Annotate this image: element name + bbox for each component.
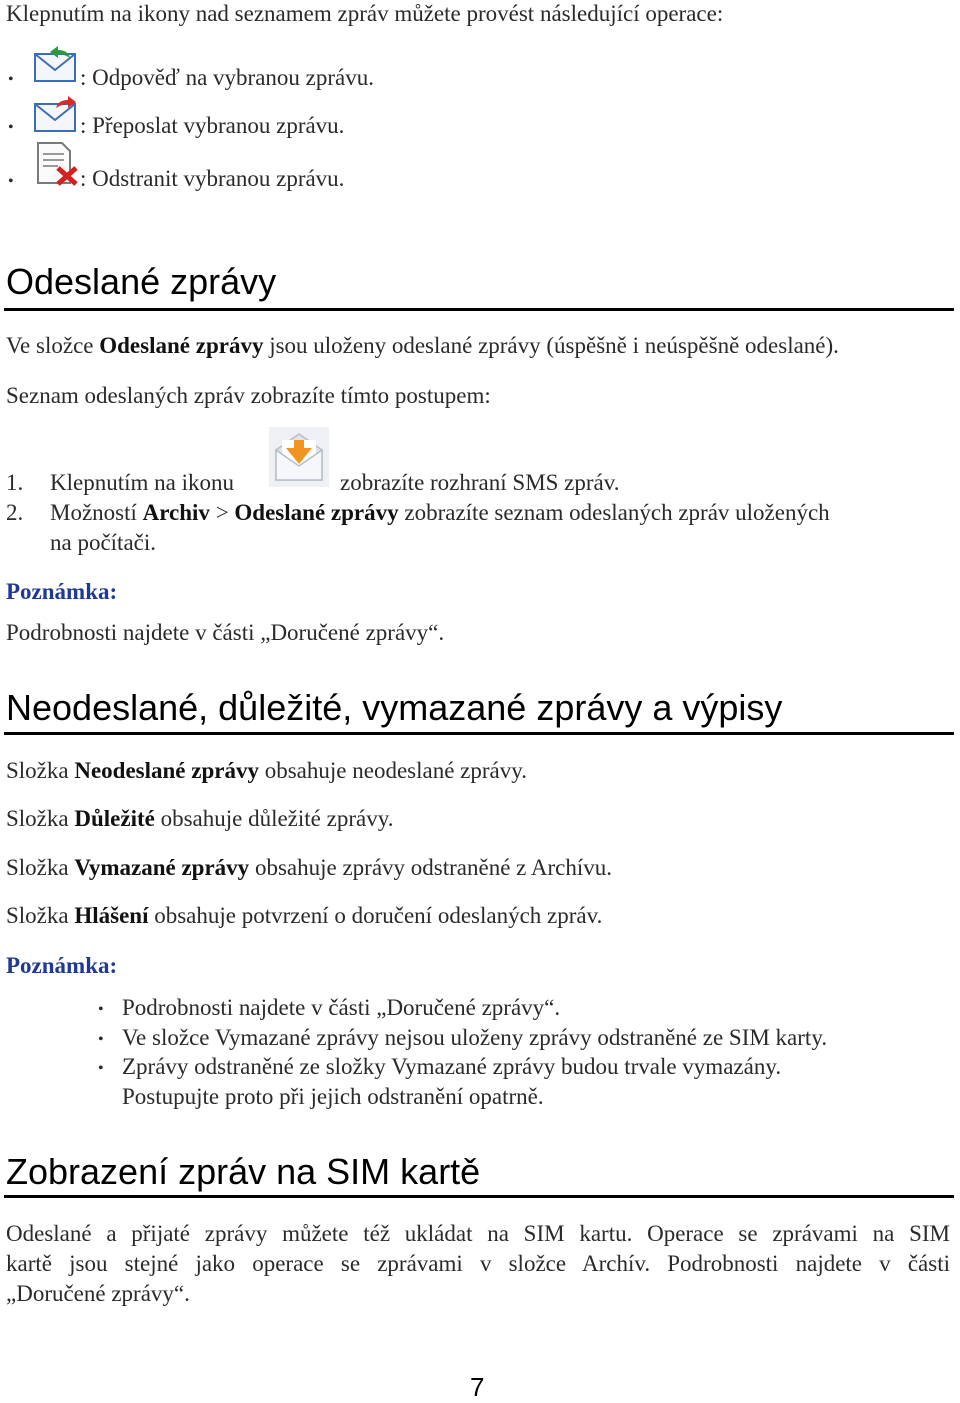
bullet: • (8, 119, 14, 136)
heading-rule (4, 1195, 954, 1198)
folder-name: Odeslané zprávy (99, 333, 264, 358)
folder-line (6, 805, 393, 833)
folder-name: Neodeslané zprávy (74, 758, 259, 783)
heading-rule (4, 732, 954, 735)
intro-text: Klepnutím na ikony nad seznamem zpráv můžete provést následující operace: (6, 1, 724, 26)
sim-line-3: „Doručené zprávy“. (6, 1281, 190, 1306)
delete-text: : Odstranit vybranou zprávu. (80, 166, 345, 191)
folder-line (6, 757, 527, 785)
note-item: Ve složce Vymazané zprávy nejsou uloženy zprávy odstraněné ze SIM karty. (122, 1025, 828, 1050)
text-run: obsahuje důležité zprávy. (154, 806, 394, 831)
sent-paragraph-2: Seznam odeslaných zpráv zobrazíte tímto postupem: (6, 383, 491, 408)
heading-rule (4, 308, 954, 311)
menu-name: Archiv (142, 500, 210, 525)
note-label: Poznámka: (6, 953, 118, 978)
bullet: • (98, 1031, 104, 1048)
step-2-text-cont: na počítači. (50, 530, 157, 555)
text-run: Složka (6, 903, 75, 928)
folder-name: Hlášení (74, 903, 149, 928)
folder-name: Důležité (74, 806, 155, 831)
section-heading-sent: Odeslané zprávy (6, 261, 277, 302)
text-run: Možností (50, 500, 143, 525)
step-1-text-a: Klepnutím na ikonu (50, 470, 234, 495)
folder-line (6, 902, 602, 930)
section-heading-other: Neodeslané, důležité, vymazané zprávy a výpisy (6, 687, 783, 728)
text-run: jsou uloženy odeslané zprávy (úspěšně i neúspěšně odeslané). (263, 333, 839, 358)
section-heading-sim: Zobrazení zpráv na SIM kartě (6, 1151, 481, 1192)
text-run: Složka (6, 855, 75, 880)
bullet: • (98, 1001, 104, 1018)
forward-icon (32, 94, 80, 134)
bullet: • (8, 71, 14, 88)
note-text: Podrobnosti najdete v části „Doručené zprávy“. (6, 620, 445, 645)
forward-text: : Přeposlat vybranou zprávu. (80, 113, 345, 138)
text-run: zobrazíte seznam odeslaných zpráv uložených (398, 500, 830, 525)
folder-line (6, 854, 612, 882)
text-run: Složka (6, 758, 75, 783)
sim-line-2: kartě jsou stejné jako operace se zprávami v složce Archív. Podrobnosti najdete v části (6, 1251, 950, 1276)
sent-paragraph-1 (6, 332, 839, 360)
bullet: • (98, 1060, 104, 1077)
note-item-cont: Postupujte proto při jejich odstranění opatrně. (122, 1084, 544, 1109)
sim-line-1: Odeslané a přijaté zprávy můžete též ukládat na SIM kartu. Operace se zprávami na SIM (6, 1221, 950, 1246)
bullet: • (8, 173, 14, 190)
text-run: obsahuje zprávy odstraněné z Archívu. (249, 855, 612, 880)
note-label: Poznámka: (6, 579, 118, 604)
note-item: Zprávy odstraněné ze složky Vymazané zprávy budou trvale vymazány. (122, 1054, 782, 1079)
folder-name: Vymazané zprávy (74, 855, 250, 880)
note-item: Podrobnosti najdete v části „Doručené zprávy“. (122, 995, 561, 1020)
text-run: Složka (6, 806, 75, 831)
text-run: obsahuje potvrzení o doručení odeslaných zpráv. (148, 903, 603, 928)
reply-icon (32, 44, 80, 84)
reply-text: : Odpověď na vybranou zprávu. (80, 65, 374, 90)
step-number: 2. (6, 500, 24, 525)
delete-icon (34, 140, 80, 188)
sms-envelope-icon (268, 426, 330, 488)
text-run: obsahuje neodeslané zprávy. (258, 758, 527, 783)
text-run: > (209, 500, 235, 525)
step-number: 1. (6, 470, 24, 495)
folder-name: Odeslané zprávy (234, 500, 399, 525)
step-1-text-b: zobrazíte rozhraní SMS zpráv. (340, 470, 620, 495)
text-run: Ve složce (6, 333, 100, 358)
step-2-text (50, 499, 830, 527)
page-number: 7 (470, 1372, 485, 1402)
